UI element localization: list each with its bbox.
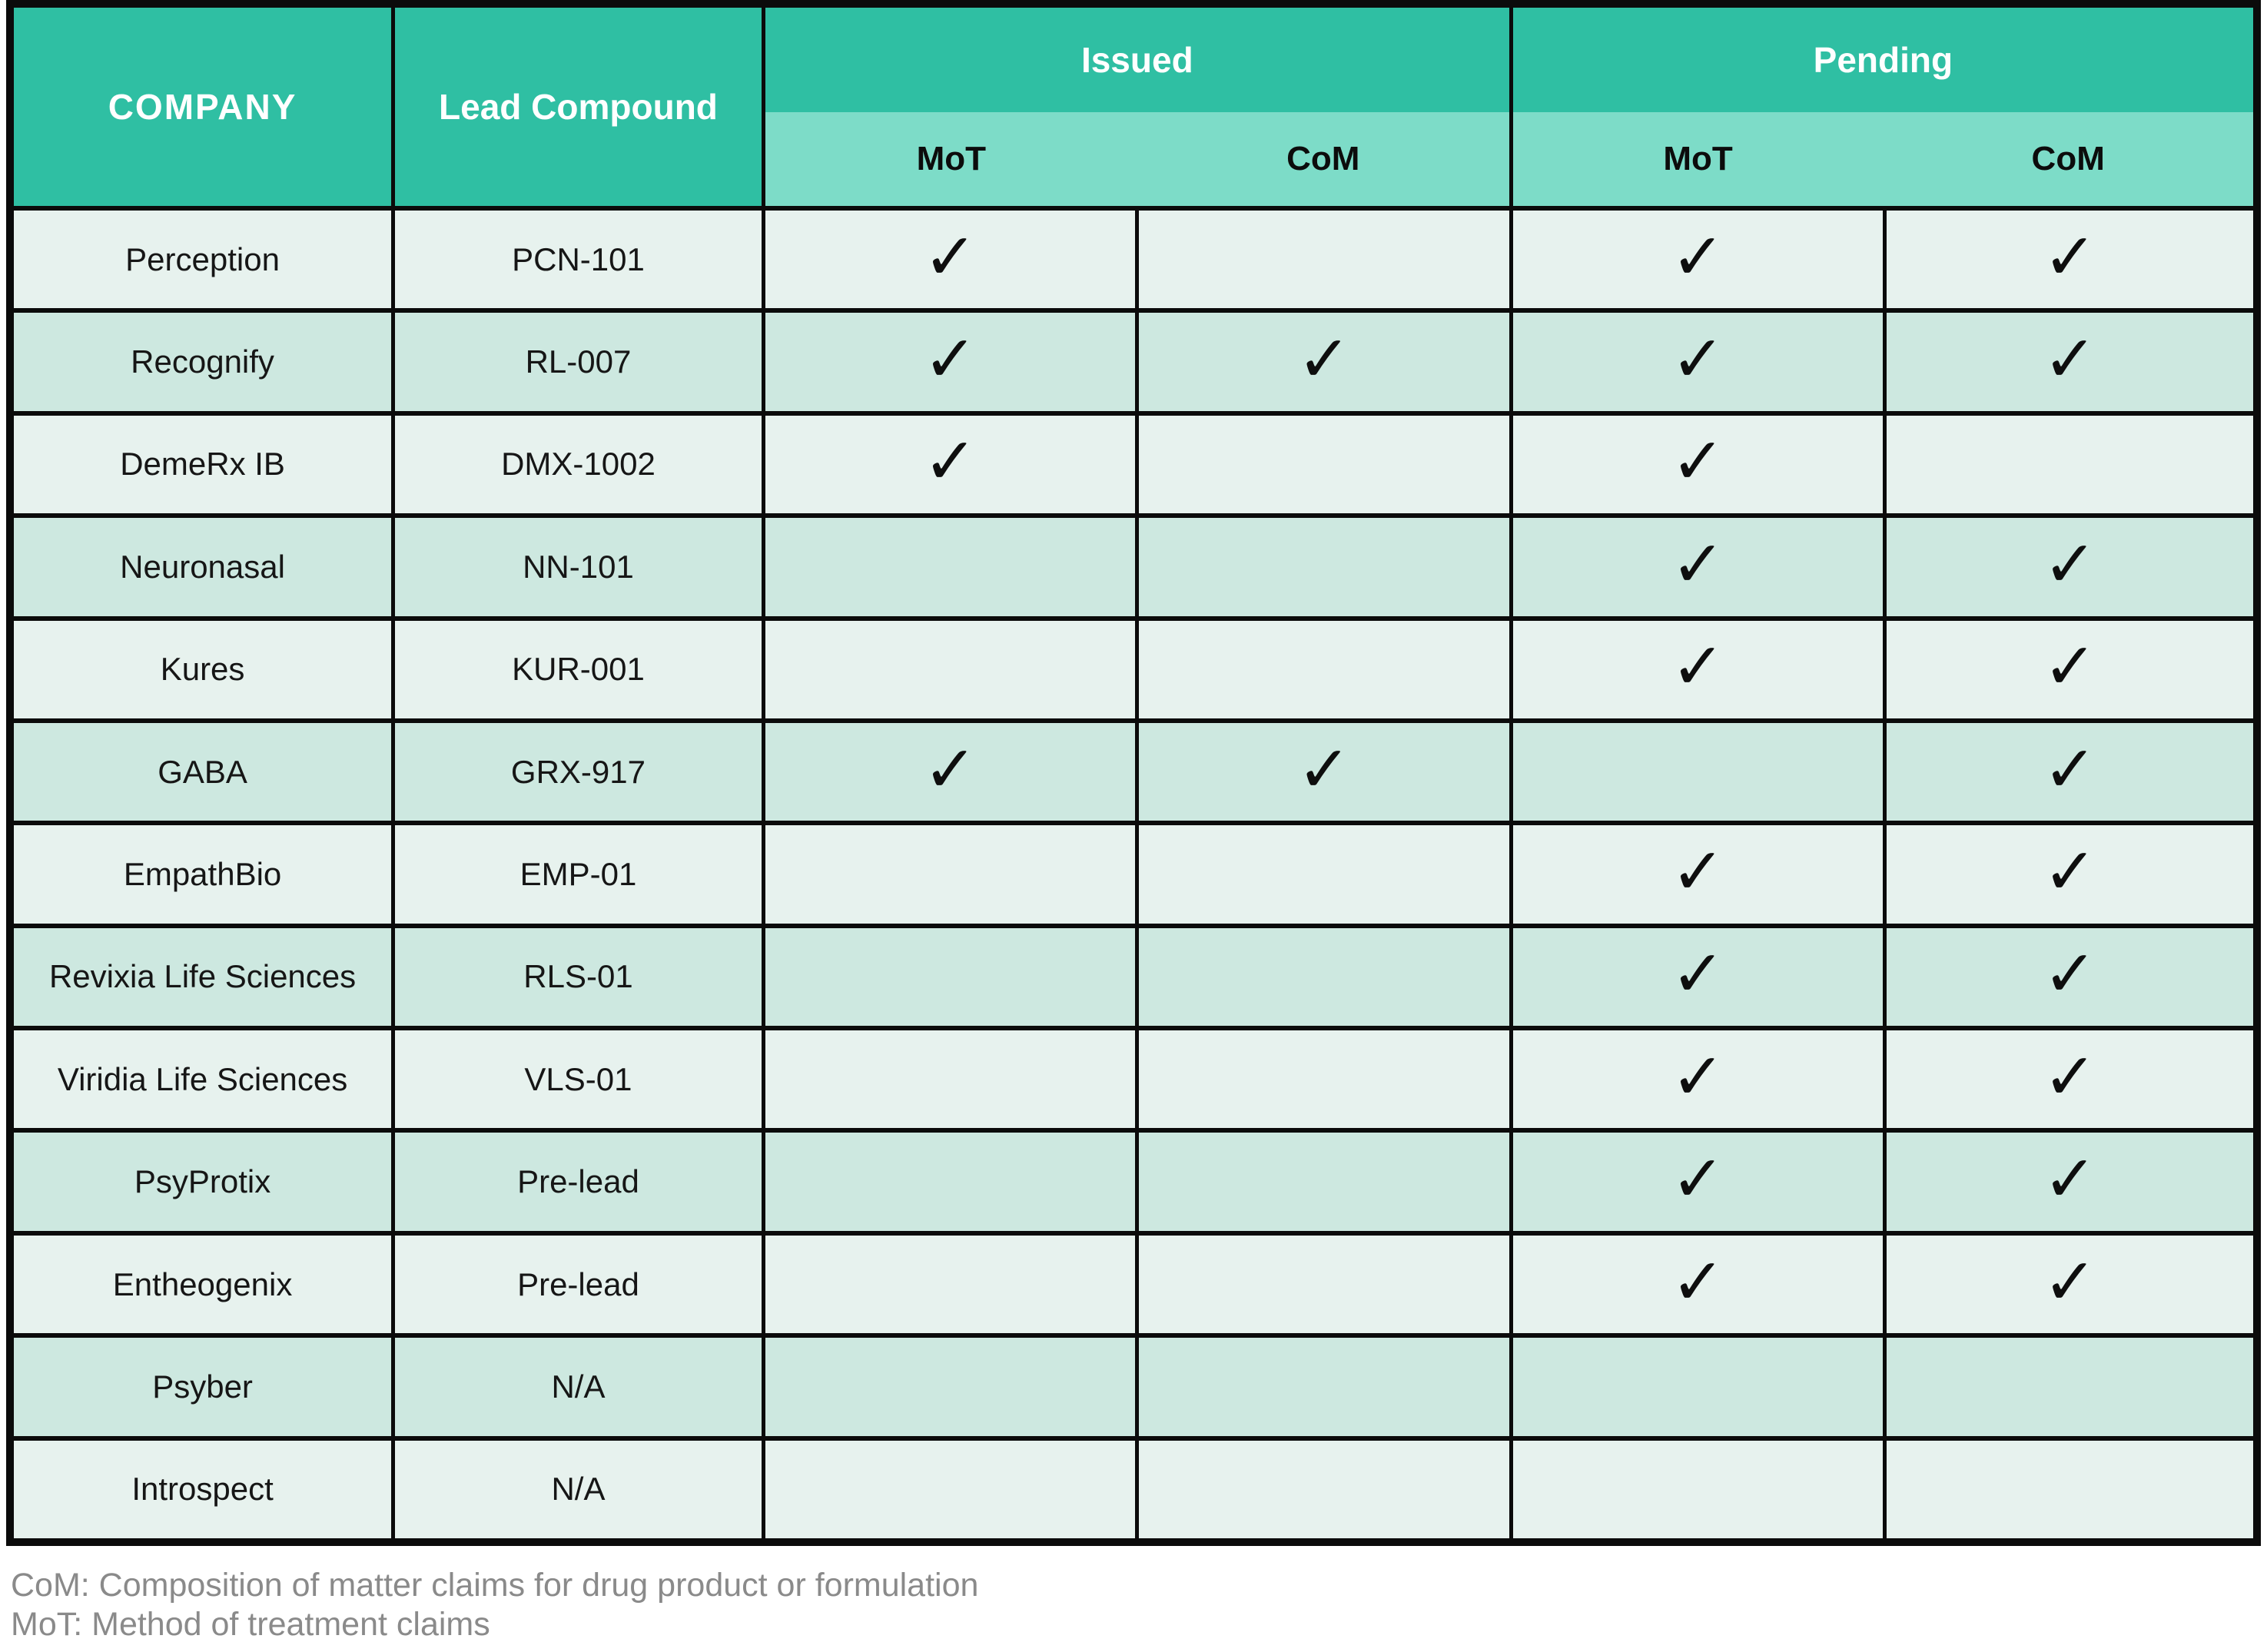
footnote-com: CoM: Composition of matter claims for drug product or formulation — [11, 1567, 979, 1604]
company-cell: PsyProtix — [14, 1133, 391, 1230]
check-cell-pending-mot: ✓ — [1513, 518, 1884, 615]
check-cell-pending-com: ✓ — [1887, 211, 2253, 308]
compound-cell: PCN-101 — [395, 211, 762, 308]
header-company-label: COMPANY — [108, 87, 297, 127]
compound-cell: KUR-001 — [395, 621, 762, 718]
header-company — [14, 8, 391, 206]
check-cell-pending-mot: ✓ — [1513, 825, 1884, 923]
header-issued-com-label: CoM — [1286, 140, 1360, 177]
check-cell-issued-mot: ✓ — [765, 211, 1136, 308]
compound-cell: DMX-1002 — [395, 416, 762, 513]
check-cell-pending-com: ✓ — [1887, 518, 2253, 615]
compound-cell: Pre-lead — [395, 1236, 762, 1333]
check-cell-pending-mot: ✓ — [1513, 211, 1884, 308]
header-issued-label: Issued — [1080, 40, 1193, 80]
header-pending-subheader — [1513, 112, 2253, 206]
company-cell: Neuronasal — [14, 518, 391, 615]
check-cell-issued-com — [1139, 1133, 1509, 1230]
footnotes — [11, 1566, 978, 1644]
check-cell-issued-com — [1139, 825, 1509, 923]
check-cell-pending-mot: ✓ — [1513, 1236, 1884, 1333]
compound-cell: EMP-01 — [395, 825, 762, 923]
compound-cell: NN-101 — [395, 518, 762, 615]
company-cell: Introspect — [14, 1441, 391, 1538]
check-cell-issued-com — [1139, 621, 1509, 718]
check-cell-pending-mot — [1513, 1441, 1884, 1538]
compound-cell: N/A — [395, 1441, 762, 1538]
check-cell-issued-com — [1139, 928, 1509, 1026]
check-cell-issued-mot: ✓ — [765, 313, 1136, 410]
header-pending-com-label: CoM — [2031, 140, 2105, 177]
company-cell: Perception — [14, 211, 391, 308]
check-cell-pending-mot: ✓ — [1513, 1133, 1884, 1230]
patent-status-table — [6, 0, 2261, 1546]
company-cell: Kures — [14, 621, 391, 718]
check-cell-issued-mot — [765, 928, 1136, 1026]
check-cell-pending-com: ✓ — [1887, 621, 2253, 718]
compound-cell: VLS-01 — [395, 1030, 762, 1128]
check-cell-issued-mot — [765, 518, 1136, 615]
company-cell: Psyber — [14, 1338, 391, 1435]
check-cell-pending-com — [1887, 416, 2253, 513]
check-cell-pending-com — [1887, 1441, 2253, 1538]
check-cell-pending-mot: ✓ — [1513, 313, 1884, 410]
company-cell: Viridia Life Sciences — [14, 1030, 391, 1128]
compound-cell: N/A — [395, 1338, 762, 1435]
check-cell-issued-com — [1139, 416, 1509, 513]
header-lead-compound-label: Lead Compound — [439, 87, 718, 127]
check-cell-pending-com: ✓ — [1887, 1030, 2253, 1128]
check-cell-issued-mot — [765, 1338, 1136, 1435]
check-cell-issued-com: ✓ — [1139, 723, 1509, 821]
header-lead-compound — [395, 8, 762, 206]
header-issued-subheader — [765, 112, 1509, 206]
check-cell-pending-com: ✓ — [1887, 825, 2253, 923]
check-cell-issued-com — [1139, 518, 1509, 615]
check-cell-issued-com — [1139, 1441, 1509, 1538]
check-cell-issued-mot — [765, 1441, 1136, 1538]
header-pending-mot-label: MoT — [1663, 140, 1733, 177]
compound-cell: RL-007 — [395, 313, 762, 410]
check-cell-issued-com — [1139, 211, 1509, 308]
check-cell-issued-com — [1139, 1338, 1509, 1435]
check-cell-pending-mot — [1513, 1338, 1884, 1435]
check-cell-issued-mot: ✓ — [765, 723, 1136, 821]
check-cell-issued-mot — [765, 1236, 1136, 1333]
check-cell-pending-com: ✓ — [1887, 313, 2253, 410]
check-cell-issued-mot — [765, 825, 1136, 923]
compound-cell: Pre-lead — [395, 1133, 762, 1230]
check-cell-issued-mot — [765, 621, 1136, 718]
company-cell: Revixia Life Sciences — [14, 928, 391, 1026]
header-group-pending — [1513, 8, 2253, 206]
company-cell: GABA — [14, 723, 391, 821]
check-cell-pending-mot: ✓ — [1513, 928, 1884, 1026]
check-cell-issued-mot — [765, 1030, 1136, 1128]
check-cell-pending-mot: ✓ — [1513, 621, 1884, 718]
company-cell: EmpathBio — [14, 825, 391, 923]
company-cell: Entheogenix — [14, 1236, 391, 1333]
header-issued-band — [765, 8, 1509, 112]
check-cell-pending-com — [1887, 1338, 2253, 1435]
header-group-issued — [765, 8, 1509, 206]
check-cell-pending-com: ✓ — [1887, 723, 2253, 821]
company-cell: Recognify — [14, 313, 391, 410]
header-pending-label: Pending — [1813, 40, 1953, 80]
check-cell-pending-com: ✓ — [1887, 1133, 2253, 1230]
check-cell-pending-mot: ✓ — [1513, 1030, 1884, 1128]
check-cell-pending-com: ✓ — [1887, 1236, 2253, 1333]
header-issued-mot-label: MoT — [916, 140, 987, 177]
check-cell-issued-mot — [765, 1133, 1136, 1230]
check-cell-issued-com — [1139, 1030, 1509, 1128]
check-cell-issued-mot: ✓ — [765, 416, 1136, 513]
check-cell-issued-com — [1139, 1236, 1509, 1333]
check-cell-pending-com: ✓ — [1887, 928, 2253, 1026]
compound-cell: RLS-01 — [395, 928, 762, 1026]
header-pending-band — [1513, 8, 2253, 112]
check-cell-pending-mot: ✓ — [1513, 416, 1884, 513]
footnote-mot: MoT: Method of treatment claims — [11, 1605, 490, 1643]
company-cell: DemeRx IB — [14, 416, 391, 513]
compound-cell: GRX-917 — [395, 723, 762, 821]
check-cell-issued-com: ✓ — [1139, 313, 1509, 410]
check-cell-pending-mot — [1513, 723, 1884, 821]
